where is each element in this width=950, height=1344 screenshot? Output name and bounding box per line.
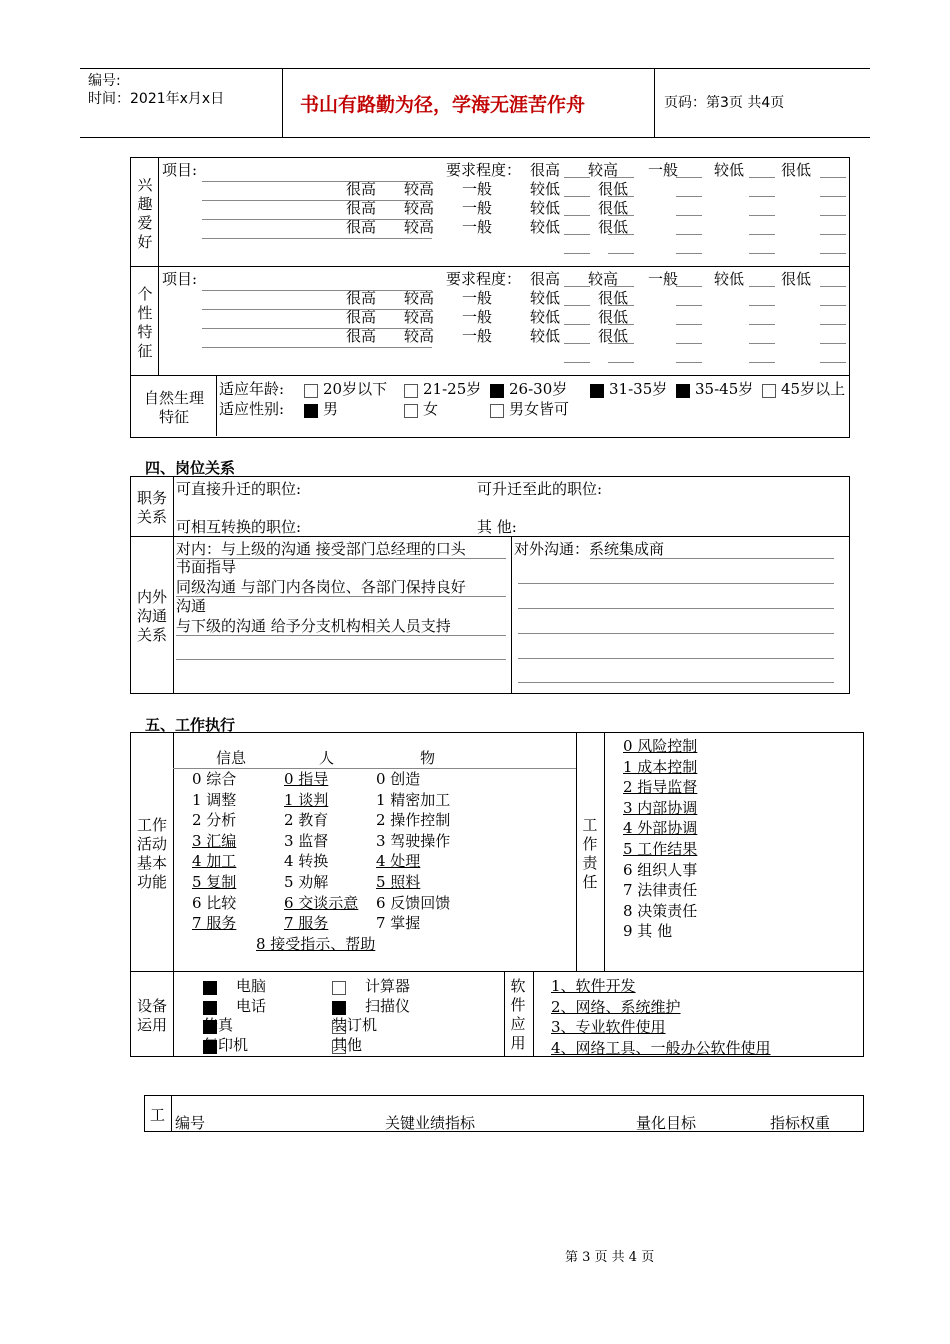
ruled-line: [518, 658, 834, 659]
personality-item-label: 项目:: [162, 270, 198, 288]
software-item: 2、网络、系统维护: [551, 997, 681, 1016]
level-option-3: 较低: [530, 308, 561, 326]
ruled-line: [564, 362, 590, 363]
doc-number-label: 编号:: [88, 73, 121, 89]
gender-option-checkbox[interactable]: [404, 404, 418, 418]
gender-option-checkbox[interactable]: [490, 404, 504, 418]
transfer-label: 可相互转换的职位:: [176, 518, 302, 536]
function-item: 7 掌握: [376, 914, 421, 933]
age-option-checkbox[interactable]: [304, 384, 318, 398]
interest-side-label: 兴趣爱好: [137, 176, 153, 251]
level-option-2: 一般: [648, 270, 679, 288]
ruled-line: [608, 234, 634, 235]
level-option-2: 一般: [462, 327, 493, 345]
ruled-line: [564, 343, 590, 344]
level-option-2: 一般: [462, 289, 493, 307]
ruled-line: [820, 286, 846, 287]
age-option-label: 26-30岁: [509, 380, 568, 398]
function-item: 5 照料: [376, 873, 421, 891]
physical-side-label: 自然生理特征: [143, 389, 204, 426]
age-label: 适应年龄:: [219, 380, 285, 398]
promote-direct-label: 可直接升迁的职位:: [176, 480, 302, 498]
level-option-2: 一般: [462, 180, 493, 198]
level-option-2: 一般: [462, 218, 493, 236]
ruled-line: [820, 305, 846, 306]
ruled-line: [820, 196, 846, 197]
ruled-line: [676, 324, 702, 325]
ruled-line: [202, 219, 432, 220]
col-header-info: 信息: [216, 749, 247, 767]
age-option-checkbox[interactable]: [762, 384, 776, 398]
ruled-line: [608, 177, 634, 178]
kpi-col-weight: 指标权重: [770, 1114, 831, 1132]
equipment-checkbox[interactable]: [203, 1001, 217, 1015]
responsibility-item: 4 外部协调: [623, 819, 698, 838]
ruled-line: [202, 328, 432, 329]
age-option-label: 31-35岁: [609, 380, 668, 398]
kpi-side-label: 工: [150, 1106, 166, 1124]
equipment-checkbox[interactable]: [332, 1001, 346, 1015]
function-item: 6 反馈回馈: [376, 893, 451, 912]
interest-req-label: 要求程度：: [446, 161, 522, 179]
ruled-line: [608, 305, 634, 306]
ruled-line: [676, 177, 702, 178]
ruled-line: [676, 215, 702, 216]
ruled-line: [676, 196, 702, 197]
col-header-people: 人: [319, 749, 335, 767]
responsibility-item: 7 法律责任: [623, 881, 698, 900]
gender-option-label: 男: [323, 400, 339, 418]
level-option-3: 较低: [714, 270, 745, 288]
level-option-0: 很高: [346, 218, 377, 236]
age-option-label: 21-25岁: [423, 380, 482, 398]
ruled-line: [608, 253, 634, 254]
function-item: 0 指导: [284, 770, 329, 788]
ruled-line: [749, 177, 775, 178]
gender-option-label: 女: [423, 400, 439, 418]
equipment-label: 电脑: [236, 977, 267, 995]
responsibility-item: 1 成本控制: [623, 757, 698, 776]
col-divider: [533, 971, 534, 1056]
ruled-line: [749, 196, 775, 197]
ruled-line: [608, 324, 634, 325]
func-side-label: 工作活动基本功能: [136, 816, 167, 891]
equipment-label: 扫描仪: [365, 996, 411, 1015]
internal-comm-1: 对内：与上级的沟通 接受部门总经理的口头: [176, 540, 466, 558]
function-item: 3 监督: [284, 831, 329, 850]
equipment-checkbox[interactable]: [203, 981, 217, 995]
level-option-3: 较低: [530, 180, 561, 198]
row-divider: [130, 971, 863, 972]
level-option-0: 很高: [346, 180, 377, 198]
col-divider: [504, 971, 505, 1056]
equipment-label: 装订机: [332, 1016, 378, 1034]
function-item: 0 创造: [376, 770, 421, 788]
internal-comm-1b: 书面指导: [176, 558, 237, 576]
ruled-line: [608, 343, 634, 344]
kpi-col-target: 量化目标: [636, 1114, 697, 1132]
header-divider: [282, 69, 283, 137]
internal-comm-3: 与下级的沟通 给予分支机构相关人员支持: [176, 617, 451, 635]
function-item: 1 精密加工: [376, 790, 451, 809]
level-option-1: 较高: [404, 308, 435, 326]
col-divider: [171, 1095, 172, 1131]
ruled-line: [176, 596, 506, 597]
col-divider: [216, 375, 217, 436]
ruled-line: [518, 608, 834, 609]
function-item: 2 分析: [192, 811, 237, 830]
level-option-3: 较低: [530, 218, 561, 236]
ruled-line: [676, 286, 702, 287]
level-option-2: 一般: [462, 199, 493, 217]
level-option-1: 较高: [404, 199, 435, 217]
other-label: 其 他:: [477, 518, 517, 536]
level-option-1: 较高: [404, 289, 435, 307]
gender-option-checkbox[interactable]: [304, 404, 318, 418]
col-divider: [511, 536, 512, 693]
ruled-line: [202, 200, 432, 201]
ruled-line: [749, 324, 775, 325]
equipment-checkbox[interactable]: [332, 981, 346, 995]
level-option-0: 很高: [530, 270, 561, 288]
level-option-1: 较高: [404, 218, 435, 236]
responsibility-item: 5 工作结果: [623, 840, 698, 858]
header-motto: 书山有路勤为径，学海无涯苦作舟: [300, 94, 586, 116]
kpi-col-indicator: 关键业绩指标: [385, 1114, 476, 1132]
header-rule: [173, 768, 576, 769]
ruled-line: [564, 253, 590, 254]
ruled-line: [676, 343, 702, 344]
equipment-label: 电话: [236, 996, 267, 1015]
col-divider: [158, 157, 159, 375]
gender-option-label: 男女皆可: [509, 400, 570, 418]
level-option-1: 较高: [404, 180, 435, 198]
ruled-line: [518, 633, 834, 634]
function-item: 6 交谈示意: [284, 893, 359, 912]
ruled-line: [202, 290, 432, 291]
level-option-0: 很高: [346, 327, 377, 345]
ruled-line: [820, 253, 846, 254]
ruled-line: [564, 234, 590, 235]
equipment-label: 计算器: [365, 977, 411, 995]
ruled-line: [749, 305, 775, 306]
ruled-line: [564, 196, 590, 197]
level-option-1: 较高: [588, 270, 619, 288]
level-option-2: 一般: [462, 308, 493, 326]
level-option-3: 较低: [714, 161, 745, 179]
age-option-checkbox[interactable]: [590, 384, 604, 398]
ruled-line: [202, 309, 432, 310]
ruled-line: [820, 177, 846, 178]
age-option-checkbox[interactable]: [490, 384, 504, 398]
function-item: 4 加工: [192, 852, 237, 871]
col-divider: [604, 732, 605, 971]
kpi-table: [144, 1095, 864, 1132]
ruled-line: [608, 362, 634, 363]
ruled-line: [176, 659, 506, 660]
function-item: 2 操作控制: [376, 811, 451, 830]
function-item: 1 谈判: [284, 790, 329, 809]
ruled-line: [518, 583, 834, 584]
function-item: 7 服务: [284, 914, 329, 933]
level-option-0: 很高: [346, 308, 377, 326]
col-divider: [576, 732, 577, 971]
level-option-1: 较高: [588, 161, 619, 179]
function-item: 3 驾驶操作: [376, 831, 451, 850]
col-divider: [173, 476, 174, 693]
ruled-line: [676, 234, 702, 235]
ruled-line: [749, 253, 775, 254]
ruled-line: [749, 215, 775, 216]
col-divider: [173, 732, 174, 1056]
level-option-4: 很低: [598, 327, 629, 345]
level-option-4: 很低: [781, 270, 812, 288]
ruled-line: [564, 324, 590, 325]
level-option-4: 很低: [781, 161, 812, 179]
function-item: 5 复制: [192, 873, 237, 891]
doc-date-label: 时间：2021年x月x日: [88, 91, 225, 107]
personality-req-label: 要求程度：: [446, 270, 522, 288]
external-comm: 对外沟通：系统集成商: [514, 540, 665, 558]
kpi-col-number: 编号: [175, 1114, 206, 1132]
level-option-3: 较低: [530, 289, 561, 307]
ruled-line: [518, 682, 834, 683]
software-item: 1、软件开发: [551, 977, 636, 995]
level-option-2: 一般: [648, 161, 679, 179]
ruled-line: [820, 362, 846, 363]
ruled-line: [749, 362, 775, 363]
page-indicator: 页码：第3页 共4页: [664, 95, 785, 111]
row-divider: [130, 375, 849, 376]
ruled-line: [608, 286, 634, 287]
col-header-things: 物: [420, 749, 436, 767]
ruled-line: [820, 343, 846, 344]
ruled-line: [564, 305, 590, 306]
equipment-label: 传真: [203, 1016, 234, 1034]
promote-to-label: 可升迁至此的职位:: [477, 480, 603, 498]
ruled-line: [820, 234, 846, 235]
function-item: 7 服务: [192, 914, 237, 933]
function-item: 5 劝解: [284, 873, 329, 891]
responsibility-item: 8 决策责任: [623, 901, 698, 920]
ruled-line: [176, 558, 506, 559]
software-item: 4、网络工具、一般办公软件使用: [551, 1038, 771, 1057]
age-option-label: 35-45岁: [695, 380, 754, 398]
function-item: 4 处理: [376, 852, 421, 871]
ruled-line: [820, 215, 846, 216]
people-extra-item: 8 接受指示、帮助: [256, 935, 376, 953]
resp-side-label: 工作责任: [582, 816, 598, 891]
gender-label: 适应性别:: [219, 400, 285, 418]
level-option-0: 很高: [346, 199, 377, 217]
ruled-line: [749, 343, 775, 344]
personality-side-label: 个性特征: [137, 285, 153, 360]
ruled-line: [676, 305, 702, 306]
page-footer: 第 3 页 共 4 页: [565, 1250, 655, 1265]
level-option-4: 很低: [598, 199, 629, 217]
responsibility-item: 9 其 他: [623, 922, 673, 941]
level-option-0: 很高: [530, 161, 561, 179]
age-option-checkbox[interactable]: [676, 384, 690, 398]
ruled-line: [202, 238, 432, 239]
interest-item-label: 项目:: [162, 161, 198, 179]
age-option-checkbox[interactable]: [404, 384, 418, 398]
ruled-line: [608, 215, 634, 216]
ruled-line: [820, 324, 846, 325]
level-option-1: 较高: [404, 327, 435, 345]
ruled-line: [564, 177, 590, 178]
age-option-label: 45岁以上: [781, 380, 846, 398]
software-item: 3、专业软件使用: [551, 1018, 666, 1036]
duty-side-label: 职务关系: [136, 489, 167, 526]
ruled-line: [590, 558, 834, 559]
function-item: 3 汇编: [192, 831, 237, 850]
ruled-line: [676, 253, 702, 254]
ruled-line: [749, 286, 775, 287]
row-divider: [130, 266, 849, 267]
level-option-4: 很低: [598, 308, 629, 326]
comm-side-label: 内外沟通关系: [136, 588, 167, 644]
level-option-3: 较低: [530, 327, 561, 345]
function-item: 2 教育: [284, 811, 329, 830]
ruled-line: [749, 234, 775, 235]
function-item: 6 比较: [192, 893, 237, 912]
responsibility-item: 6 组织人事: [623, 860, 698, 879]
level-option-4: 很低: [598, 289, 629, 307]
function-item: 1 调整: [192, 790, 237, 809]
function-item: 0 综合: [192, 770, 237, 788]
ruled-line: [564, 215, 590, 216]
responsibility-item: 3 内部协调: [623, 798, 698, 817]
ruled-line: [202, 347, 432, 348]
ruled-line: [608, 196, 634, 197]
soft-side-label: 软件应用: [510, 977, 526, 1052]
header-divider: [654, 69, 655, 137]
section5-title: 五、工作执行: [145, 716, 236, 734]
ruled-line: [176, 635, 506, 636]
internal-comm-2: 同级沟通 与部门内各岗位、各部门保持良好: [176, 578, 466, 596]
level-option-4: 很低: [598, 180, 629, 198]
level-option-4: 很低: [598, 218, 629, 236]
ruled-line: [202, 181, 432, 182]
equipment-label: 复印机: [203, 1035, 249, 1054]
equipment-label: 其他: [332, 1035, 363, 1054]
responsibility-item: 0 风险控制: [623, 737, 698, 755]
ruled-line: [676, 362, 702, 363]
responsibility-item: 2 指导监督: [623, 778, 698, 797]
equip-side-label: 设备运用: [136, 997, 167, 1034]
ruled-line: [564, 286, 590, 287]
section4-title: 四、岗位关系: [145, 459, 236, 477]
internal-comm-2b: 沟通: [176, 597, 207, 615]
level-option-3: 较低: [530, 199, 561, 217]
function-item: 4 转换: [284, 852, 329, 871]
age-option-label: 20岁以下: [323, 380, 388, 398]
level-option-0: 很高: [346, 289, 377, 307]
